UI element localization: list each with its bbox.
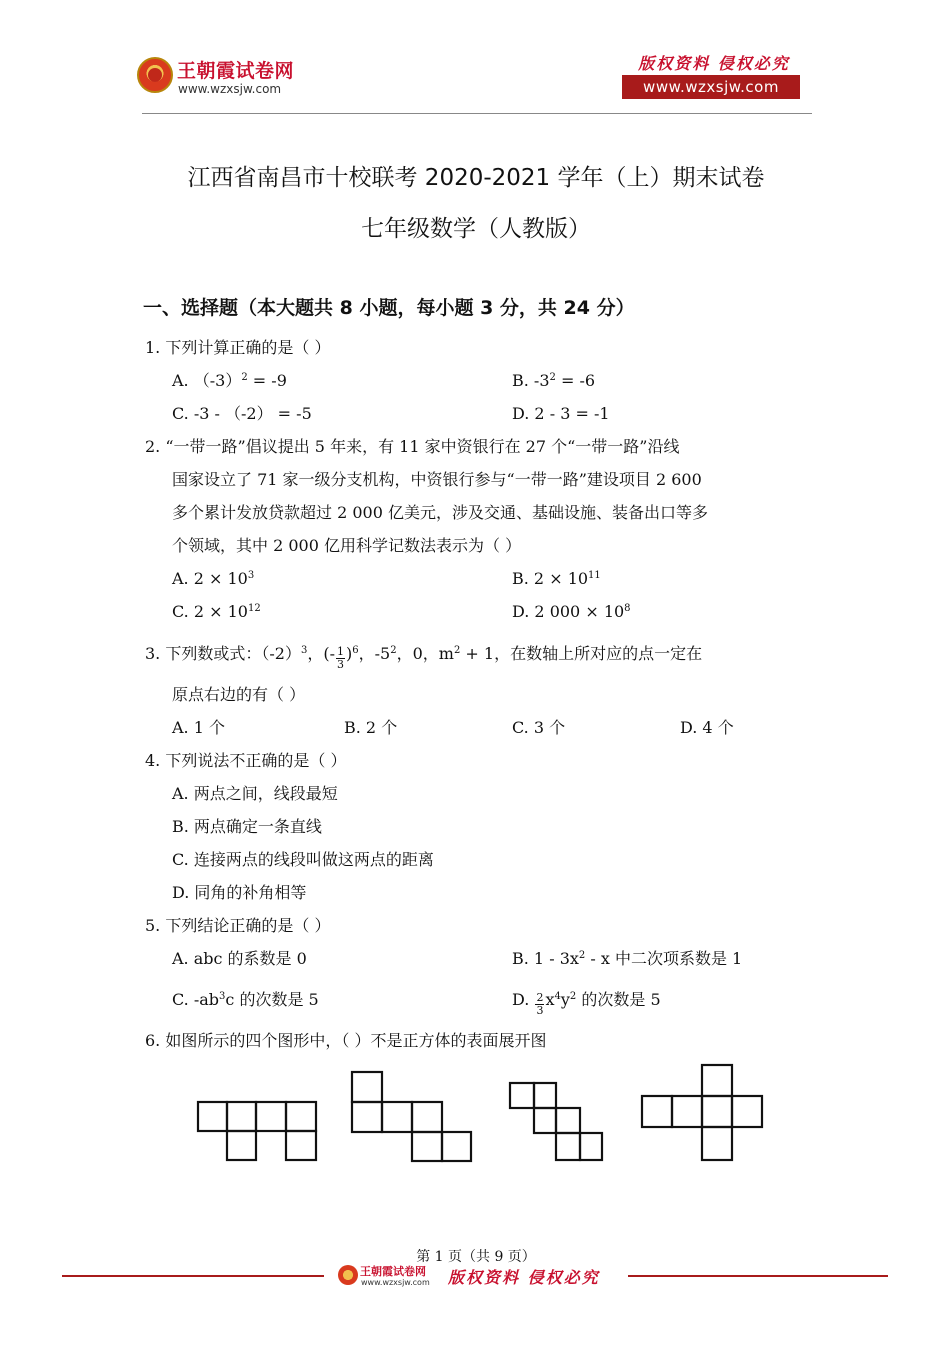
q4-stem: 4. 下列说法不正确的是（ ） (145, 751, 347, 770)
q2-line-3: 多个累计发放贷款超过 2 000 亿美元，涉及交通、基础设施、装备出口等多 (172, 503, 708, 522)
q1-option-c: C. -3 - （-2） = -5 (172, 404, 312, 423)
q1-option-b: B. $-3^2 = -6$ (512, 371, 596, 390)
q3-line-2: 原点右边的有（ ） (172, 685, 306, 704)
q5-option-a: A. abc 的系数是 0 (172, 949, 307, 968)
q2-line-4: 个领域，其中 2 000 亿用科学记数法表示为（ ） (172, 536, 522, 555)
copyright-notice: 版权资料 侵权必究 (638, 54, 790, 73)
q3-option-d: D. 4 个 (680, 718, 734, 737)
header-url[interactable]: www.wzxsjw.com (178, 82, 282, 96)
footer-brand: 王朝霞试卷网 (360, 1265, 426, 1278)
q2-option-b: B. $2 \times 10^{11}$ (512, 569, 601, 588)
q1-option-a: A. $(-3)^2 = -9$ (172, 371, 287, 390)
q3-line-1: 3. 下列数或式：$(-2)^3$，(- $\frac{1}{3}$ )$^6$，$-5^2$，0，$m^2 + 1$，在数轴上所对应的点一定在 (145, 644, 703, 671)
footer-logo-icon (338, 1265, 358, 1285)
q4-option-b: B. 两点确定一条直线 (172, 817, 322, 836)
q6-stem: 6. 如图所示的四个图形中，（ ）不是正方体的表面展开图 (145, 1031, 547, 1050)
footer-url[interactable]: www.wzxsjw.com (361, 1278, 430, 1287)
q3-option-a: A. 1 个 (172, 718, 225, 737)
cube-net-a (198, 1102, 316, 1160)
q4-option-d: D. 同角的补角相等 (172, 883, 307, 902)
q2-option-d: D. 2 $000 \times 10^8$ (512, 602, 631, 621)
header-right-url[interactable]: www.wzxsjw.com (622, 75, 800, 99)
q1-option-d: D. 2 - 3 = -1 (512, 404, 610, 423)
q5-option-d: D. $\frac{2}{3}$ $x^4y^2$ 的次数是 5 (512, 990, 661, 1017)
q2-option-c: C. $2 \times 10^{12}$ (172, 602, 261, 621)
q5-stem: 5. 下列结论正确的是（ ） (145, 916, 331, 935)
footer-rule-left (62, 1275, 324, 1277)
page-number: 第 1 页（共 9 页） (416, 1249, 536, 1265)
q2-option-a: A. $2 \times 10^3$ (172, 569, 255, 588)
q3-option-b: B. 2 个 (344, 718, 398, 737)
cube-net-b (352, 1072, 471, 1161)
header-brand: 王朝霞试卷网 (177, 60, 295, 82)
q4-option-a: A. 两点之间，线段最短 (172, 784, 338, 803)
q1-stem: 1. 下列计算正确的是（ ） (145, 338, 331, 357)
exam-title: 江西省南昌市十校联考 2020-2021 学年（上）期末试卷 (187, 165, 765, 191)
q5-option-b: B. $1 - 3x^2$ - x 中二次项系数是 1 (512, 949, 743, 968)
cube-net-c (510, 1083, 602, 1160)
q2-line-1: 2. “一带一路”倡议提出 5 年来，有 11 家中资银行在 27 个“一带一路”沿线 (145, 437, 680, 456)
section-heading: 一、选择题（本大题共 8 小题，每小题 3 分，共 24 分） (143, 297, 635, 319)
q3-fraction: $\frac{1}{3}$ (336, 645, 344, 671)
exam-subtitle: 七年级数学（人教版） (361, 216, 591, 242)
q5-option-c: C. $-ab^3c$ 的次数是 5 (172, 990, 319, 1009)
q3-option-c: C. 3 个 (512, 718, 566, 737)
q5-fraction: $\frac{2}{3}$ (536, 991, 544, 1017)
q4-option-c: C. 连接两点的线段叫做这两点的距离 (172, 850, 434, 869)
footer-rule-right (628, 1275, 888, 1277)
footer-copyright: 版权资料 侵权必究 (448, 1268, 600, 1287)
cube-net-d (642, 1065, 762, 1160)
q2-line-2: 国家设立了 71 家一级分支机构，中资银行参与“一带一路”建设项目 2 600 (172, 470, 702, 489)
